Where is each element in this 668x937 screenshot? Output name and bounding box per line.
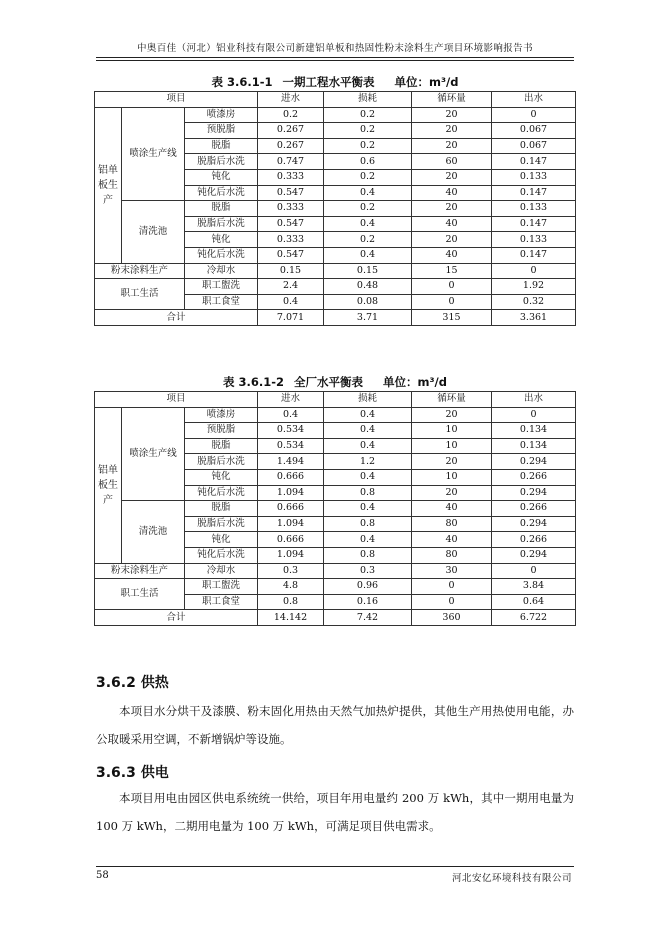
- cell-in: 0.547: [258, 216, 324, 232]
- subgroup-label: 清洗池: [122, 501, 185, 563]
- cell-in: 0.747: [258, 154, 324, 170]
- cell-name: 钝化: [185, 532, 258, 548]
- cell-name: 脱脂: [185, 438, 258, 454]
- cell-cycle: 20: [412, 232, 492, 248]
- cell-in: 0.534: [258, 423, 324, 439]
- cell-loss: 0.15: [324, 263, 412, 279]
- cell-cycle: 80: [412, 516, 492, 532]
- cell-in: 0.4: [258, 407, 324, 423]
- header-item: 项目: [95, 92, 258, 108]
- cell-loss: 0.4: [324, 423, 412, 439]
- cell-out: 0.147: [492, 216, 576, 232]
- cell-loss: 3.71: [324, 310, 412, 326]
- cell-loss: 0.2: [324, 107, 412, 123]
- cell-cycle: 30: [412, 563, 492, 579]
- table1-name: 一期工程水平衡表: [282, 75, 375, 89]
- cell-loss: 0.08: [324, 294, 412, 310]
- cell-out: 0.64: [492, 594, 576, 610]
- cell-out: 0.266: [492, 501, 576, 517]
- cell-in: 1.094: [258, 516, 324, 532]
- section-heading-heat: 3.6.2 供热: [96, 675, 169, 691]
- section-paragraph-heat: 本项目水分烘干及漆膜、粉末固化用热由天然气加热炉提供，其他生产用热使用电能，办公取暖采用空调，不新增锅炉等设施。: [96, 704, 574, 746]
- table-row: [95, 263, 576, 279]
- cell-in: 0.547: [258, 247, 324, 263]
- cell-in: 1.494: [258, 454, 324, 470]
- cell-out: 0.067: [492, 138, 576, 154]
- cell-cycle: 20: [412, 485, 492, 501]
- cell-loss: 0.8: [324, 547, 412, 563]
- cell-in: 2.4: [258, 279, 324, 295]
- group-label: 铝单板生产: [95, 407, 122, 563]
- cell-cycle: 0: [412, 294, 492, 310]
- cell-cycle: 360: [412, 610, 492, 626]
- cell-out: 0.266: [492, 532, 576, 548]
- water-balance-table-plant: [94, 391, 576, 626]
- cell-name: 钝化后水洗: [185, 547, 258, 563]
- cell-name: 钝化: [185, 469, 258, 485]
- cell-name: 冷却水: [185, 263, 258, 279]
- header-in: 进水: [258, 92, 324, 108]
- table2-unit: 单位：m³/d: [383, 375, 447, 389]
- cell-name: 钝化: [185, 169, 258, 185]
- header-cycle: 循环量: [412, 392, 492, 408]
- total-row: [95, 310, 576, 326]
- subgroup-label: 清洗池: [122, 201, 185, 263]
- cell-loss: 0.4: [324, 216, 412, 232]
- table1-unit: 单位：m³/d: [394, 75, 459, 89]
- cell-out: 0.134: [492, 423, 576, 439]
- header-out: 出水: [492, 392, 576, 408]
- cell-cycle: 0: [412, 279, 492, 295]
- cell-loss: 0.2: [324, 138, 412, 154]
- cell-out: 0.133: [492, 201, 576, 217]
- cell-name: 钝化后水洗: [185, 185, 258, 201]
- cell-out: 0: [492, 563, 576, 579]
- cell-name: 职工盥洗: [185, 279, 258, 295]
- running-header: 中奥百佳（河北）铝业科技有限公司新建铝单板和热固性粉末涂料生产项目环境影响报告书: [136, 43, 533, 54]
- cell-loss: 0.4: [324, 247, 412, 263]
- header-rule-thin: [96, 60, 574, 61]
- section-paragraph-power: 本项目用电由园区供电系统统一供给，项目年用电量约 200 万 kWh，其中一期用电量为 100 万 kWh，二期用电量为 100 万 kWh，可满足项目供电需求。: [96, 791, 574, 833]
- table2-name: 全厂水平衡表: [294, 375, 364, 389]
- cell-out: 0.133: [492, 169, 576, 185]
- cell-name: 脱脂后水洗: [185, 454, 258, 470]
- cell-in: 0.333: [258, 201, 324, 217]
- cell-out: 1.92: [492, 279, 576, 295]
- cell-in: 0.666: [258, 532, 324, 548]
- cell-in: 14.142: [258, 610, 324, 626]
- cell-loss: 0.4: [324, 501, 412, 517]
- cell-loss: 0.96: [324, 579, 412, 595]
- cell-in: 0.15: [258, 263, 324, 279]
- cell-out: 0.067: [492, 123, 576, 139]
- cell-name: 职工食堂: [185, 594, 258, 610]
- cell-out: 0.294: [492, 516, 576, 532]
- cell-name: 脱脂后水洗: [185, 516, 258, 532]
- cell-name: 钝化: [185, 232, 258, 248]
- cell-loss: 0.3: [324, 563, 412, 579]
- cell-cycle: 10: [412, 469, 492, 485]
- group-label: 职工生活: [95, 279, 185, 310]
- cell-out: 0: [492, 263, 576, 279]
- cell-cycle: 10: [412, 438, 492, 454]
- table-row: [95, 407, 576, 423]
- cell-loss: 7.42: [324, 610, 412, 626]
- header-loss: 损耗: [324, 92, 412, 108]
- cell-loss: 0.4: [324, 185, 412, 201]
- cell-cycle: 40: [412, 532, 492, 548]
- total-label: 合计: [95, 610, 258, 626]
- cell-name: 脱脂: [185, 138, 258, 154]
- cell-loss: 0.2: [324, 123, 412, 139]
- cell-cycle: 80: [412, 547, 492, 563]
- cell-name: 脱脂: [185, 201, 258, 217]
- cell-name: 预脱脂: [185, 423, 258, 439]
- cell-out: 0.294: [492, 485, 576, 501]
- group-label: 粉末涂料生产: [95, 263, 185, 279]
- cell-in: 0.534: [258, 438, 324, 454]
- cell-cycle: 40: [412, 185, 492, 201]
- cell-cycle: 315: [412, 310, 492, 326]
- cell-name: 预脱脂: [185, 123, 258, 139]
- header-out: 出水: [492, 92, 576, 108]
- header-item: 项目: [95, 392, 258, 408]
- cell-name: 冷却水: [185, 563, 258, 579]
- cell-cycle: 0: [412, 594, 492, 610]
- cell-name: 职工盥洗: [185, 579, 258, 595]
- table-row: [95, 107, 576, 123]
- total-row: [95, 610, 576, 626]
- table2-caption: [96, 374, 574, 390]
- cell-out: 3.361: [492, 310, 576, 326]
- cell-out: 0.147: [492, 154, 576, 170]
- group-label: 粉末涂料生产: [95, 563, 185, 579]
- table-row: [95, 563, 576, 579]
- cell-in: 0.4: [258, 294, 324, 310]
- cell-out: 0.134: [492, 438, 576, 454]
- cell-cycle: 10: [412, 423, 492, 439]
- cell-out: 0.294: [492, 454, 576, 470]
- cell-in: 0.8: [258, 594, 324, 610]
- cell-loss: 0.8: [324, 485, 412, 501]
- cell-name: 职工食堂: [185, 294, 258, 310]
- cell-in: 0.547: [258, 185, 324, 201]
- cell-in: 0.333: [258, 232, 324, 248]
- cell-out: 6.722: [492, 610, 576, 626]
- table-header-row: [95, 392, 576, 408]
- footer-rule: [96, 866, 574, 867]
- header-in: 进水: [258, 392, 324, 408]
- cell-loss: 0.6: [324, 154, 412, 170]
- table-row: [95, 579, 576, 595]
- cell-out: 0.133: [492, 232, 576, 248]
- table2-number: 表 3.6.1-2: [223, 375, 285, 389]
- cell-in: 0.3: [258, 563, 324, 579]
- page-number: 58: [96, 870, 109, 881]
- water-balance-table-phase1: [94, 91, 576, 326]
- cell-name: 喷漆房: [185, 407, 258, 423]
- table-row: [95, 201, 576, 217]
- cell-out: 0: [492, 107, 576, 123]
- cell-cycle: 15: [412, 263, 492, 279]
- table-header-row: [95, 92, 576, 108]
- cell-loss: 0.4: [324, 407, 412, 423]
- cell-cycle: 20: [412, 107, 492, 123]
- cell-in: 1.094: [258, 547, 324, 563]
- cell-in: 0.2: [258, 107, 324, 123]
- cell-out: 0.147: [492, 185, 576, 201]
- cell-in: 0.267: [258, 123, 324, 139]
- cell-name: 脱脂后水洗: [185, 216, 258, 232]
- cell-loss: 0.16: [324, 594, 412, 610]
- cell-out: 0.266: [492, 469, 576, 485]
- cell-loss: 0.4: [324, 532, 412, 548]
- cell-in: 7.071: [258, 310, 324, 326]
- cell-loss: 1.2: [324, 454, 412, 470]
- cell-in: 0.666: [258, 469, 324, 485]
- cell-out: 0: [492, 407, 576, 423]
- cell-in: 1.094: [258, 485, 324, 501]
- cell-cycle: 20: [412, 138, 492, 154]
- cell-cycle: 20: [412, 407, 492, 423]
- total-label: 合计: [95, 310, 258, 326]
- cell-cycle: 40: [412, 247, 492, 263]
- cell-cycle: 60: [412, 154, 492, 170]
- group-label: 职工生活: [95, 579, 185, 610]
- cell-loss: 0.2: [324, 201, 412, 217]
- cell-name: 喷漆房: [185, 107, 258, 123]
- section-heading-power: 3.6.3 供电: [96, 765, 169, 781]
- footer-company: 河北安亿环境科技有限公司: [451, 873, 572, 884]
- cell-out: 0.32: [492, 294, 576, 310]
- cell-cycle: 20: [412, 169, 492, 185]
- subgroup-label: 喷涂生产线: [122, 407, 185, 501]
- cell-in: 4.8: [258, 579, 324, 595]
- cell-name: 钝化后水洗: [185, 485, 258, 501]
- group-label: 铝单板生产: [95, 107, 122, 263]
- cell-in: 0.333: [258, 169, 324, 185]
- cell-loss: 0.4: [324, 438, 412, 454]
- cell-cycle: 20: [412, 201, 492, 217]
- cell-cycle: 20: [412, 454, 492, 470]
- header-rule: [96, 57, 574, 58]
- cell-out: 0.147: [492, 247, 576, 263]
- cell-cycle: 20: [412, 123, 492, 139]
- cell-name: 脱脂: [185, 501, 258, 517]
- cell-loss: 0.2: [324, 232, 412, 248]
- cell-name: 脱脂后水洗: [185, 154, 258, 170]
- table1-caption: [96, 74, 574, 90]
- cell-in: 0.267: [258, 138, 324, 154]
- table-row: [95, 279, 576, 295]
- cell-loss: 0.48: [324, 279, 412, 295]
- cell-cycle: 0: [412, 579, 492, 595]
- table1-number: 表 3.6.1-1: [211, 75, 273, 89]
- cell-out: 0.294: [492, 547, 576, 563]
- subgroup-label: 喷涂生产线: [122, 107, 185, 201]
- cell-cycle: 40: [412, 216, 492, 232]
- cell-name: 钝化后水洗: [185, 247, 258, 263]
- cell-loss: 0.4: [324, 469, 412, 485]
- header-loss: 损耗: [324, 392, 412, 408]
- cell-loss: 0.2: [324, 169, 412, 185]
- cell-loss: 0.8: [324, 516, 412, 532]
- cell-out: 3.84: [492, 579, 576, 595]
- cell-cycle: 40: [412, 501, 492, 517]
- header-cycle: 循环量: [412, 92, 492, 108]
- table-row: [95, 501, 576, 517]
- cell-in: 0.666: [258, 501, 324, 517]
